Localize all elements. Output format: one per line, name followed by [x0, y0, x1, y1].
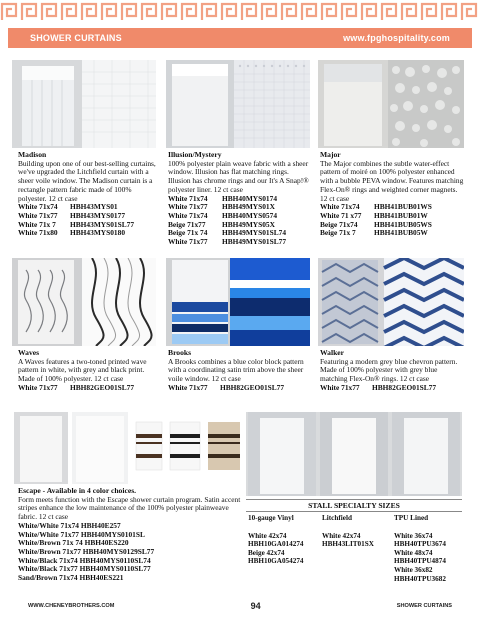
product-title: Madison	[18, 150, 47, 159]
escape-photo	[12, 412, 244, 484]
stall-photo	[246, 412, 462, 496]
stall-line: HBH40TPU3674	[394, 540, 446, 549]
sku-row: Beige 71x 74 HBH49MYS01SL74	[168, 228, 287, 238]
stall-heading: STALL SPECIALTY SIZES	[246, 499, 462, 512]
sku-row: Beige 71x 7 HBH41BUB05W	[320, 228, 428, 238]
sku-row: White 71x77 HBH43MYS0177	[18, 210, 126, 220]
illusion-photo	[166, 60, 310, 148]
sku-line: White/Brown 71x77 HBH40MYS0129SL77	[18, 546, 155, 556]
escape-block	[18, 487, 246, 583]
sku-row: White 71x74 HBH40MYS0174	[168, 193, 278, 203]
sku-line: White/Black 71x77 HBH40MYS0110SL77	[18, 564, 151, 574]
sku-line: Sand/Brown 71x74 HBH40ES221	[18, 573, 124, 583]
product-title: Brooks	[168, 348, 192, 357]
stall-line: HBH40TPU3682	[394, 574, 446, 583]
major-block	[320, 151, 464, 238]
sku-line: White/White 71x77 HBH40MYS0101SL	[18, 529, 145, 539]
walker-photo	[318, 258, 464, 346]
waves-block	[18, 349, 160, 393]
sku-row: White 71x74 HBH41BUB01WS	[320, 202, 432, 212]
stall-col-title: TPU Lined	[394, 514, 429, 522]
stall-tpu-col	[394, 514, 464, 583]
sku-row: White 71x77 HBH82GEO01SL77	[18, 382, 135, 392]
brooks-photo	[166, 258, 310, 346]
sku-row: White 71x74 HBH40MYS0574	[168, 210, 278, 220]
product-title: Escape - Available in 4 color choices.	[18, 486, 137, 495]
website-url[interactable]: www.fpghospitality.com	[343, 33, 450, 43]
madison-photo	[12, 60, 156, 148]
product-title: Walker	[320, 348, 345, 357]
madison-block	[18, 151, 160, 238]
product-title: Waves	[18, 348, 40, 357]
section-title: SHOWER CURTAINS	[30, 33, 122, 43]
stall-line: White 42x74	[248, 531, 287, 540]
stall-litchfield-col	[322, 514, 392, 549]
stall-line: HBH10GA054274	[248, 557, 304, 566]
sku-row: White 71x77 HBH82GEO01SL77	[168, 382, 285, 392]
stall-line: White 42x74	[322, 531, 361, 540]
product-description: 100% polyester plain weave fabric with a sheer window. Illusion has flat matching rings. Illusion has chrome rings and our It's A Snap!® polyester liner. 12 ct case	[168, 158, 309, 194]
sku-row: Beige 71x74 HBH41BUB05WS	[320, 219, 432, 229]
sku-row: White 71x77 HBH82GEO01SL77	[320, 382, 437, 392]
product-description: The Major combines the subtle water-effect pattern of moiré on 100% polyester enhanced with a bubble PEVA window. Features matching Flex-On® rings and weighted corner magnets. 12 ct case	[320, 158, 464, 203]
sku-row: White 71 x77 HBH41BUB01W	[320, 210, 428, 220]
stall-line: HBH43LIT01SX	[322, 540, 374, 549]
product-description: Featuring a modern grey blue chevron pattern. Made of 100% polyester with grey blue matching Flex-On® rings. 12 ct case	[320, 356, 458, 384]
page-number: 94	[250, 601, 261, 611]
stall-col-title: Litchfield	[322, 514, 352, 522]
stall-line: HBH40TPU4874	[394, 557, 446, 566]
section-header	[8, 28, 472, 48]
waves-photo	[12, 258, 156, 346]
sku-row: Beige 71x77 HBH49MYS05X	[168, 219, 275, 229]
sku-line: White/White 71x74 HBH40E257	[18, 520, 121, 530]
product-title: Illusion/Mystery	[168, 150, 222, 159]
stall-line: White 48x74	[394, 548, 433, 557]
product-description: A Brooks combines a blue color block pattern with a coordinating satin trim above the sheer voile window. 12 ct case	[168, 356, 304, 384]
stall-line: White 36x74	[394, 531, 433, 540]
footer-url[interactable]: WWW.CHENEYBROTHERS.COM	[28, 603, 115, 609]
stall-line: White 36x82	[394, 565, 433, 574]
stall-line: Beige 42x74	[248, 548, 285, 557]
illusion-block	[168, 151, 312, 247]
sku-row: White 71x77 HBH49MYS01SL77	[168, 237, 287, 247]
product-title: Major	[320, 150, 341, 159]
sku-row: White 71x 7 HBH43MYS01SL77	[18, 219, 135, 229]
walker-block	[320, 349, 466, 393]
sku-line: White/Brown 71x 74 HBH40ES220	[18, 538, 129, 548]
stall-col-title: 10-gauge Vinyl	[248, 514, 294, 522]
stall-line: HBH10GA014274	[248, 540, 304, 549]
sku-row: White 71x74 HBH43MYS01	[18, 202, 118, 212]
stall-vinyl-col	[248, 514, 320, 566]
brooks-block	[168, 349, 312, 393]
product-description: Building upon one of our best-selling curtains, we've upgraded the Litchfield curtain with a sheer voile window. The Madison curtain is a rectangle pattern fabric made of 100% polyester. 12 ct case	[18, 158, 156, 203]
product-description: A Waves features a two-toned printed wave pattern in white, with grey and black print. Made of 100% polyester. 12 ct case	[18, 356, 147, 384]
page-footer	[28, 600, 452, 612]
sku-row: White 71x80 HBH43MYS0180	[18, 228, 126, 238]
footer-section: SHOWER CURTAINS	[396, 603, 452, 609]
product-description: Form meets function with the Escape shower curtain program. Satin accent stripes enhance the low maintenance of the 100% polyester plainweave fabric. 12 ct case	[18, 494, 241, 522]
sku-line: White/Black 71x74 HBH40MYS0110SL74	[18, 555, 151, 565]
greek-key-border	[0, 0, 480, 26]
major-photo	[318, 60, 464, 148]
sku-row: White 71x77 HBH49MYS01X	[168, 202, 275, 212]
